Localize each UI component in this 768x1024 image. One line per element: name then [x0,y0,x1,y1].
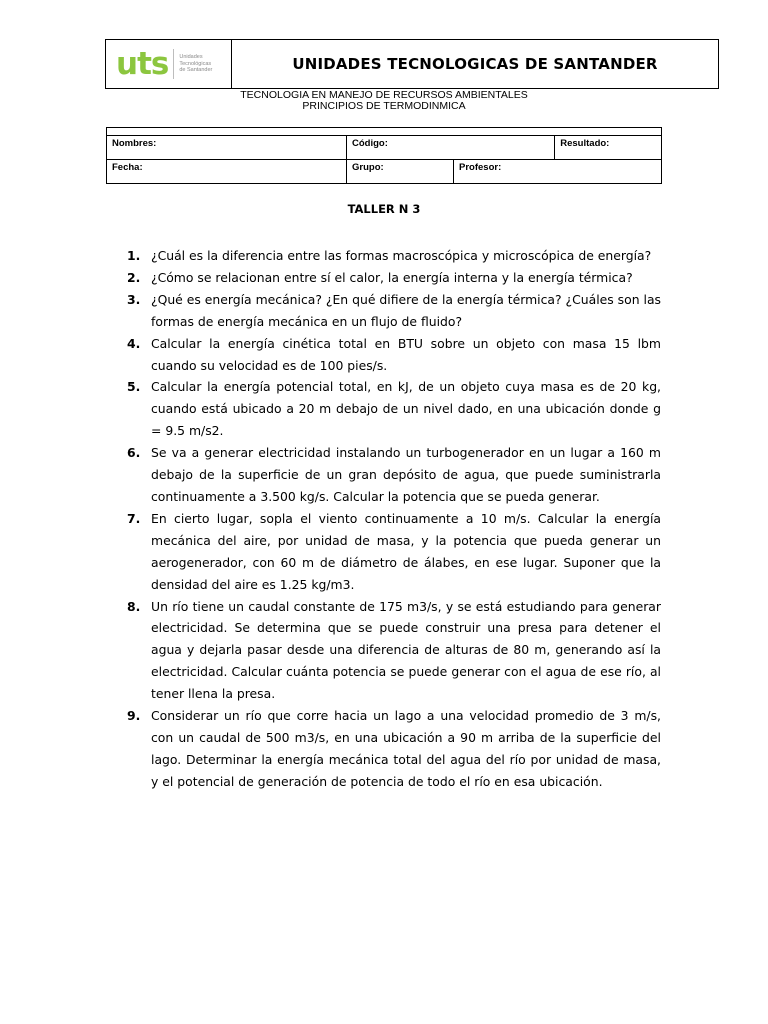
question-text: ¿Cuál es la diferencia entre las formas macroscópica y microscópica de energía? [151,248,652,263]
logo-divider [173,49,174,79]
list-item [127,705,661,793]
question-text: En cierto lugar, sopla el viento continuamente a 10 m/s. Calcular la energía mecánica del aire, por unidad de masa, y la potencia que pueda generar un aerogenerador, con 60 m de diámetro de álabes, en ese lugar. Suponer que la densidad del aire es 1.25 kg/m3. [151,510,661,592]
table-top-spacer [107,128,662,136]
question-number: 6. [127,445,141,461]
question-number: 9. [127,708,141,724]
list-item [127,442,661,508]
question-number: 1. [127,248,141,263]
question-text: Calcular la energía potencial total, en kJ, de un objeto cuya masa es de 20 kg, cuando está ubicado a 20 m debajo de un nivel dado, en una ubicación donde g = 9.5 m/s2. [151,379,661,439]
list-item [127,333,661,377]
question-text: Calcular la energía cinética total en BTU sobre un objeto con masa 15 lbm cuando su velocidad es de 100 pies/s. [151,335,661,373]
grupo-cell[interactable]: Grupo: [347,160,454,184]
profesor-cell[interactable]: Profesor: [454,160,662,184]
question-list [127,245,661,793]
fecha-cell[interactable]: Fecha: [107,160,347,184]
question-number: 7. [127,510,141,526]
question-text: ¿Qué es energía mecánica? ¿En qué difiere de la energía térmica? ¿Cuáles son las formas de energía mecánica en un flujo de fluido? [151,291,661,329]
course-name: PRINCIPIOS DE TERMODINMICA [302,100,466,112]
question-text: Considerar un río que corre hacia un lago a una velocidad promedio de 3 m/s, con un caudal de 500 m3/s, en una ubicación a 90 m arriba de la superficie del lago. Determinar la energía mecánica total del agua del río por unidad de masa, y el potencial de generación de potencia de todo el río en esa ubicación. [151,708,661,789]
list-item [127,596,661,706]
logo-subtitle [179,54,231,74]
logo-subtitle-line: Unidades [179,54,203,61]
list-item [127,245,661,267]
logo-mark: uts [116,45,169,82]
institution-title: UNIDADES TECNOLOGICAS DE SANTANDER [292,55,658,73]
codigo-cell[interactable]: Código: [347,136,555,160]
question-text: ¿Cómo se relacionan entre sí el calor, la energía interna y la energía térmica? [151,269,633,285]
question-number: 4. [127,335,141,351]
list-item [127,376,661,442]
list-item [127,508,661,596]
logo-subtitle-line: Tecnológicas [179,60,212,67]
list-item [127,289,661,333]
worksheet-title: TALLER N 3 [347,202,421,216]
institution-logo [106,40,232,88]
question-number: 3. [127,291,141,307]
question-number: 8. [127,598,141,614]
question-number: 2. [127,269,141,285]
resultado-cell[interactable]: Resultado: [555,136,662,160]
header-box [105,39,719,89]
question-text: Un río tiene un caudal constante de 175 m3/s, y se está estudiando para generar electricidad. Se determina que se puede construir una presa para detener el agua y dejarla pasar desde una diferencia de alturas de 80 m, generando así la electricidad. Calcular cuánta potencia se puede generar con el agua de ese río, al tener llena la presa. [151,598,661,702]
question-text: Se va a generar electricidad instalando un turbogenerador en un lugar a 160 m debajo de la superficie de un gran depósito de agua, que puede suministrarla continuamente a 3.500 kg/s. Calcular la potencia que se pueda generar. [151,445,661,504]
list-item [127,267,661,289]
logo-subtitle-line: de Santander [179,67,213,74]
student-info-table [106,127,662,184]
question-number: 5. [127,379,141,395]
program-name: TECNOLOGIA EN MANEJO DE RECURSOS AMBIENTALES [240,89,528,101]
nombres-cell[interactable]: Nombres: [107,136,347,160]
